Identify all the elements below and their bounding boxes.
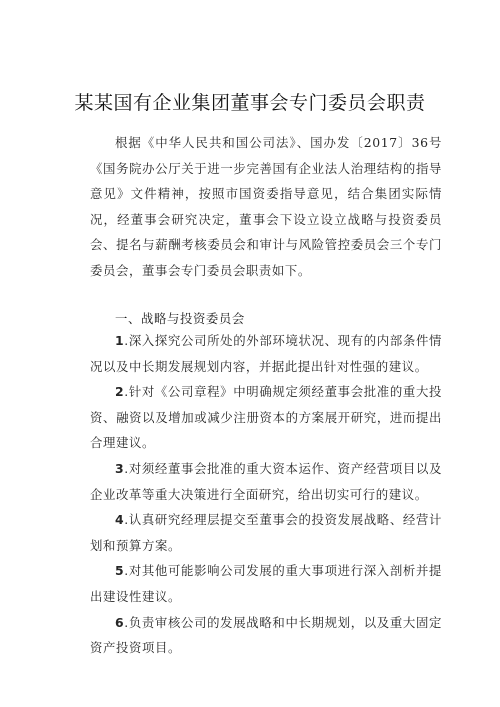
item-number: 3	[115, 460, 125, 476]
item-text: .对其他可能影响公司发展的重大事项进行深入剖析并提出建设性建议。	[90, 563, 442, 604]
item-text: .认真研究经理层提交至董事会的投资发展战略、经营计划和预算方案。	[90, 512, 442, 553]
item-number: 2	[115, 384, 125, 400]
item-number: 6	[115, 614, 125, 630]
item-list	[90, 328, 442, 661]
list-item	[90, 456, 442, 507]
intro-block	[90, 130, 442, 284]
item-text: .对须经董事会批准的重大资本运作、资产经营项目以及企业改革等重大决策进行全面研究，给出切实可行的建议。	[90, 460, 442, 502]
list-item	[90, 610, 442, 661]
item-text: .负责审核公司的发展战略和中长期规划，以及重大固定资产投资项目。	[90, 614, 442, 656]
item-text: .深入探究公司所处的外部环境状况、现有的内部条件情况以及中长期发展规划内容，并据此提出针对性强的建议。	[90, 333, 442, 374]
item-number: 4	[115, 512, 125, 528]
item-text: .针对《公司章程》中明确规定须经董事会批准的重大投资、融资以及增加或减少注册资本的方案展开研究，进而提出合理建议。	[90, 384, 442, 451]
list-item	[90, 507, 442, 558]
section-heading-strategy-investment: 一、战略与投资委员会	[115, 311, 245, 326]
document-title: 某某国有企业集团董事会专门委员会职责	[74, 92, 426, 114]
list-item	[90, 558, 442, 609]
list-item	[90, 328, 442, 379]
item-number: 1	[115, 333, 125, 348]
intro-paragraph: 根据《中华人民共和国公司法》、国办发〔2017〕36号《国务院办公厅关于进一步完善国有企业法人治理结构的指导意见》文件精神，按照市国资委指导意见，结合集团实际情况，经董事会研究决定，董事会下设立设立战略与投资委员会、提名与薪酬考核委员会和审计与风险管控委员会三个专门委员会，董事会专门委员会职责如下。	[90, 135, 442, 278]
item-number: 5	[115, 563, 125, 579]
list-item	[90, 379, 442, 456]
